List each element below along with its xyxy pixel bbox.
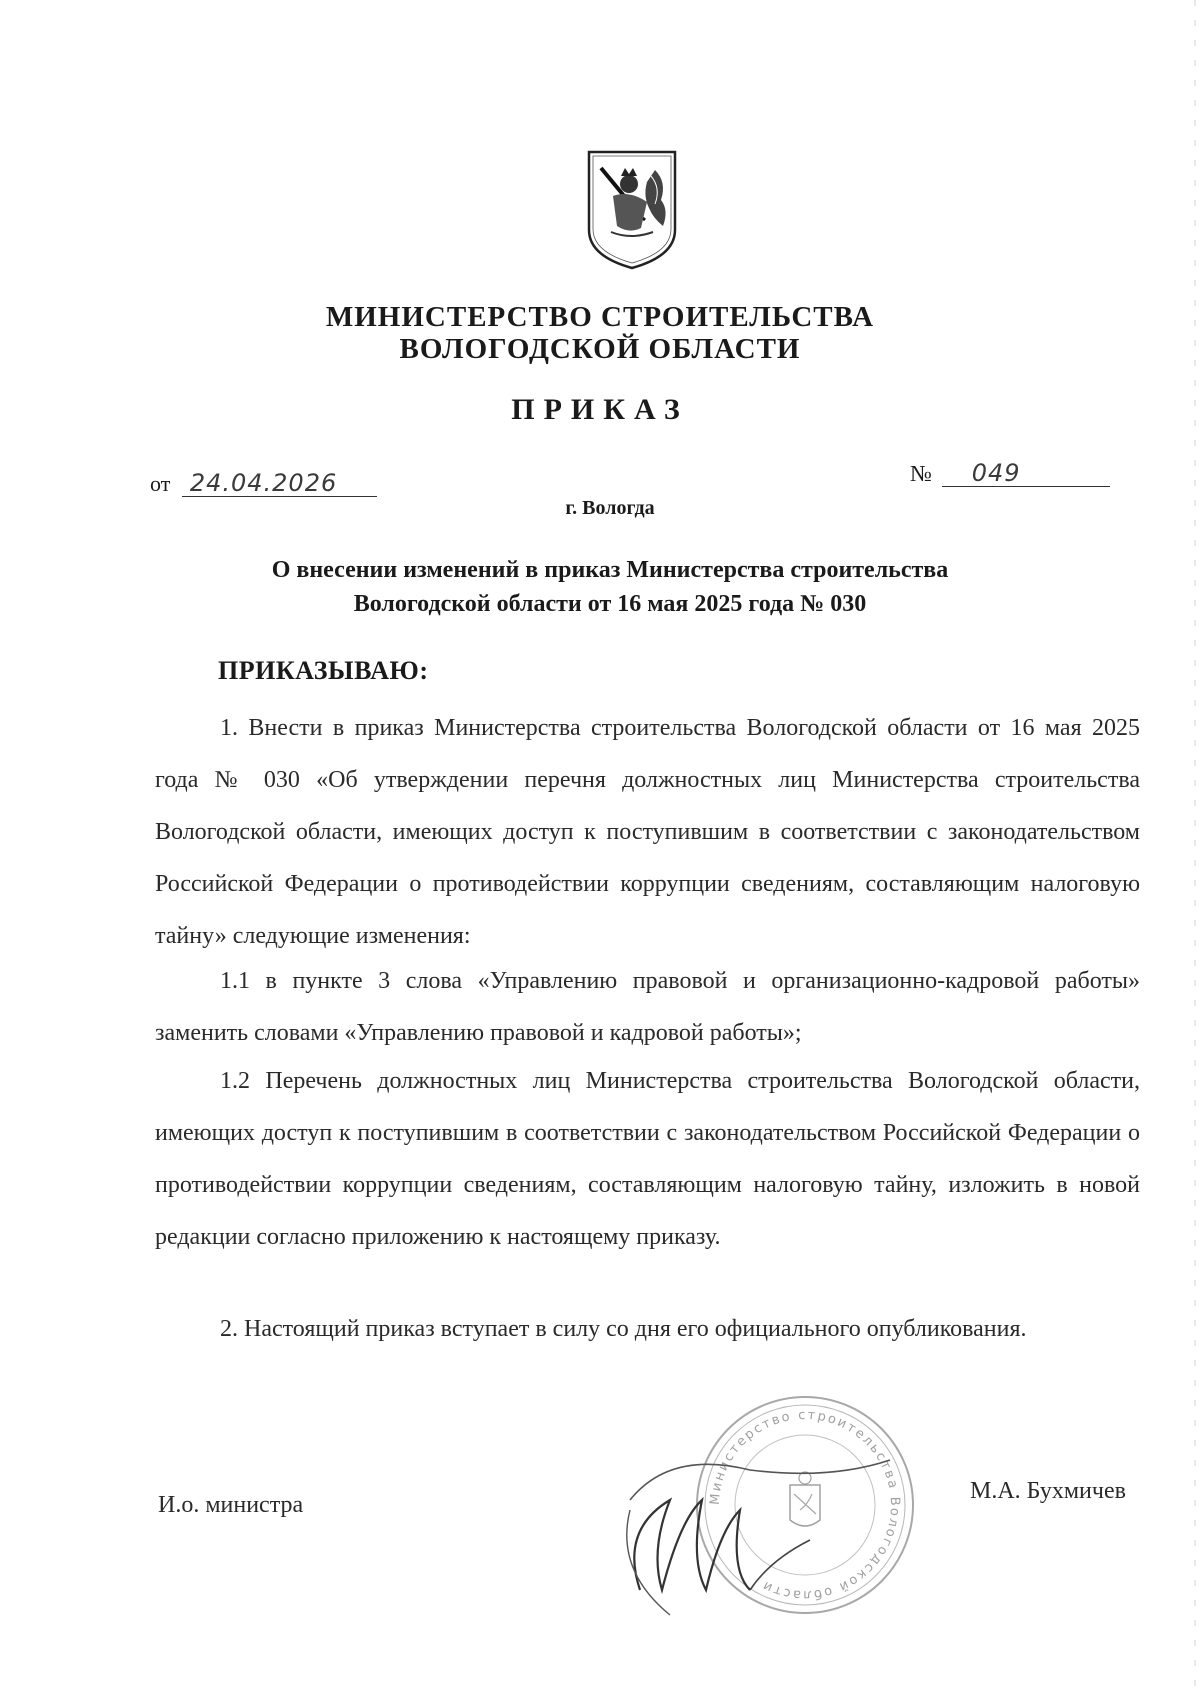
number-field: [910, 460, 1110, 487]
handwritten-signature-icon: [610, 1440, 910, 1640]
subject-line2: Вологодской области от 16 мая 2025 года № 030: [353, 591, 867, 617]
seal-text: Министерство строительства Вологодской области: [707, 1407, 903, 1603]
number-line: [942, 460, 1110, 487]
ministry-name-line1: МИНИСТЕРСТВО СТРОИТЕЛЬСТВА: [325, 301, 875, 333]
signature-block: [0, 1400, 1200, 1695]
paragraph-2: 2. Настоящий приказ вступает в силу со дня его официального опубликования.: [220, 1316, 1027, 1342]
coat-of-arms-icon: [583, 148, 681, 272]
date-label: от: [150, 471, 171, 496]
paragraph-1: 1. Внести в приказ Министерства строительства Вологодской области от 16 мая 2025 года № 030 «Об утверждении перечня должностных лиц Министерства строительства Вологодской области, имеющих доступ к поступившим в соответствии с законодательством Российской Федерации о противодействии коррупции сведениям, составляющим налоговую тайну» следующие изменения:: [155, 715, 1140, 949]
ministry-name-line2: ВОЛОГОДСКОЙ ОБЛАСТИ: [399, 333, 801, 365]
city-label: г. Вологда: [565, 497, 655, 519]
number-label: №: [910, 461, 932, 486]
date-value: 24.04.2026: [189, 469, 338, 497]
signatory-name: М.А. Бухмичев: [970, 1478, 1126, 1504]
date-field: [150, 470, 377, 497]
document-type-title: ПРИКАЗ: [511, 393, 689, 426]
number-value: 049: [971, 459, 1021, 487]
signatory-role: И.о. министра: [158, 1492, 304, 1518]
paragraph-1-2: 1.2 Перечень должностных лиц Министерства строительства Вологодской области, имеющих доступ к поступившим в соответствии с законодательством Российской Федерации о противодействии коррупции сведениям, составляющим налоговую тайну, изложить в новой редакции согласно приложению к настоящему приказу.: [155, 1068, 1140, 1250]
date-line: [182, 470, 377, 497]
subject-line1: О внесении изменений в приказ Министерства строительства: [271, 557, 949, 583]
paragraph-1-1: 1.1 в пункте 3 слова «Управлению правовой и организационно-кадровой работы» заменить словами «Управлению правовой и кадровой работы»;: [155, 968, 1140, 1046]
scan-edge-artifact: [1194, 0, 1196, 1695]
decree-heading: ПРИКАЗЫВАЮ:: [218, 656, 429, 685]
